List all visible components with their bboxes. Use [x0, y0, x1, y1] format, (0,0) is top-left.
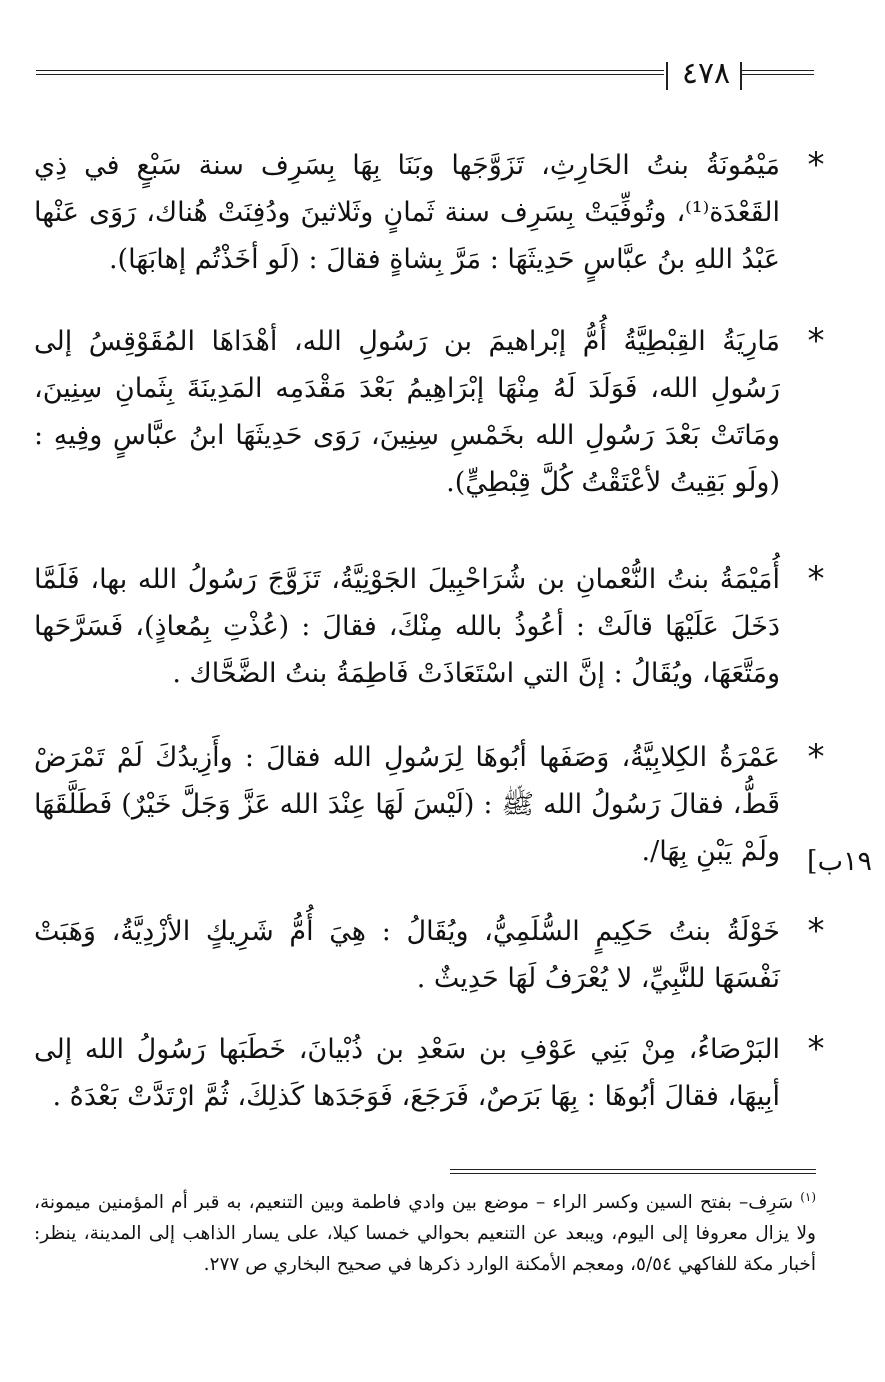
page-number: ٤٧٨	[681, 56, 731, 91]
entry-bullet: *	[807, 559, 825, 599]
footnote-marker: (١)	[800, 1190, 817, 1204]
manuscript-folio-note: ١٩ب]	[807, 846, 872, 877]
entry-bullet: *	[807, 321, 825, 361]
header-rule-left	[36, 70, 664, 75]
entry-bullet: *	[807, 911, 825, 951]
footnote	[34, 1182, 816, 1280]
entry-barsa: البَرْصَاءُ، مِنْ بَنِي عَوْفِ بن سَعْدِ بن ذُبْيانَ، خَطَبَها رَسُولُ الله إلى أبِيهَا، فقالَ أبُوهَا : بِهَا بَرَصٌ، فَرَجَعَ، فَوَجَدَها كَذلِكَ، ثُمَّ ارْتَدَّتْ بَعْدَهُ .	[34, 1034, 780, 1112]
entry-bullet: *	[807, 145, 825, 185]
entry-mariya: مَارِيَةُ القِبْطِيَّةُ أُمُّ إبْراهيمَ بن رَسُولِ الله، أهْدَاهَا المُقَوْقِسُ إلى رَسُولِ الله، فَوَلَدَ لَهُ مِنْهَا إبْرَاهِيمُ بَعْدَ مَقْدَمِه المَدِينَةَ بِثَمانِ سِنِينَ، ومَاتَتْ بَعْدَ رَسُولِ الله بخَمْسِ سِنِينَ، رَوَى حَدِيثَهَا ابنُ عبَّاسٍ وفِيهِ : (ولَو بَقِيتُ لأعْتَقْتُ كُلَّ قِبْطِيٍّ).	[34, 326, 780, 498]
footnote-text: سَرِف– بفتح السين وكسر الراء – موضع بين وادي فاطمة وبين التنعيم، به قبر أم المؤمنين ميمونة، ولا يزال معروفا إلى اليوم، ويبعد عن التنعيم بحوالي خمسا كيلا، على يسار الذاهب إلى المدينة، ينظر: أخبار مكة للفاكهي ٥/٥٤، ومعجم الأمكنة الوارد ذكرها في صحيح البخاري ص ٢٧٧.	[34, 1192, 816, 1276]
header-divider-right	[740, 62, 742, 90]
header-divider-left	[666, 62, 668, 90]
entry-maymuna: مَيْمُونَةُ بنتُ الحَارِثِ، تَزَوَّجَها وبَنَا بِهَا بِسَرِف سنة سَبْعٍ في ذِي القَعْدَة⁽¹⁾، وتُوفِّيَتْ بِسَرِف سنة ثَمانٍ وثَلاثينَ ودُفِنَتْ هُناك، رَوَى عَنْها عَبْدُ اللهِ بنُ عبَّاسٍ حَدِيثَهَا : مَرَّ بِشاةٍ فقالَ : (لَو أخَذْتُم إهابَهَا).	[34, 150, 780, 275]
entry-khawla: خَوْلَةُ بنتُ حَكِيمٍ السُّلَمِيُّ، ويُقَالُ : هِيَ أُمُّ شَرِيكٍ الأزْدِيَّةُ، وَهَبَتْ نَفْسَهَا للنَّبِيِّ، لا يُعْرَفُ لَهَا حَدِيثٌ .	[34, 916, 780, 994]
entry-bullet: *	[807, 737, 825, 777]
entry-bullet: *	[807, 1029, 825, 1069]
entry-umayma: أُمَيْمَةُ بنتُ النُّعْمانِ بن شُرَاحْبِيلَ الجَوْنِيَّةُ، تَزَوَّجَ رَسُولُ الله بها، فَلَمَّا دَخَلَ عَلَيْهَا قالَتْ : أعُوذُ بالله مِنْكَ، فقالَ : (عُذْتِ بِمُعاذٍ)، فَسَرَّحَها ومَتَّعَهَا، ويُقَالُ : إنَّ التي اسْتَعَاذَتْ فَاطِمَةُ بنتُ الضَّحَّاك .	[34, 564, 780, 689]
entry-amra: عَمْرَةُ الكِلابِيَّةُ، وَصَفَها أبُوهَا لِرَسُولِ الله فقالَ : وأَزِيدُكَ لَمْ تَمْرَضْ قَطُّ، فقالَ رَسُولُ الله ﷺ : (لَيْسَ لَهَا عِنْدَ الله عَزَّ وَجَلَّ خَيْرٌ) فَطَلَّقَهَا ولَمْ يَبْنِ بِهَا/.	[34, 742, 780, 867]
header-rule-right	[742, 70, 814, 75]
footnote-separator	[450, 1169, 816, 1174]
